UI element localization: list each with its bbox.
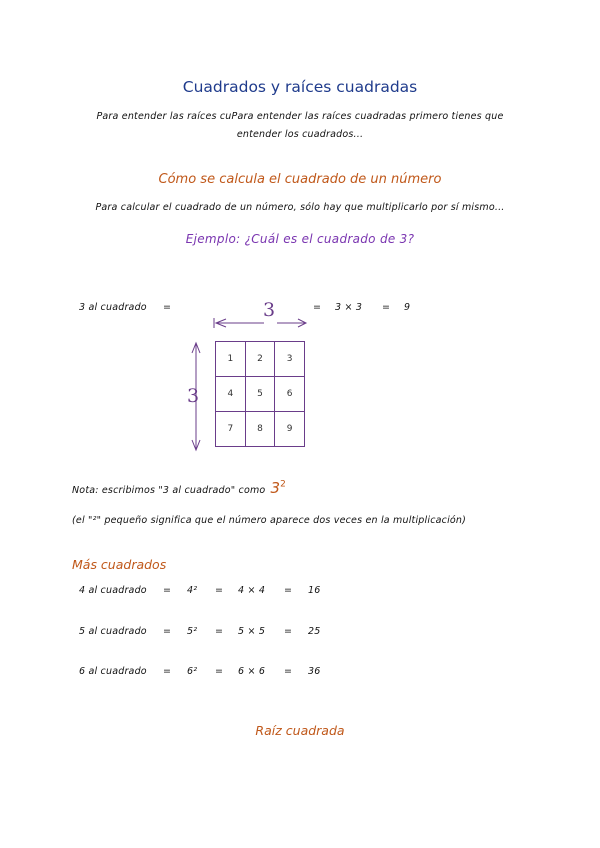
side-label-3: 3 [187, 385, 200, 407]
equals-sign: = [313, 302, 322, 313]
equals-sign: = [215, 626, 224, 637]
top-label-3: 3 [263, 299, 276, 321]
grid-cell: 6 [275, 377, 305, 412]
note-line [72, 478, 286, 497]
grid-cell: 4 [216, 377, 246, 412]
note-base: 3 [270, 479, 281, 497]
intro-paragraph: Para entender las raíces cuPara entender las raíces cuadradas primero tienes que entender los cuadrados... [96, 111, 504, 140]
section-text: Para calcular el cuadrado de un número, sólo hay que multiplicarlo por sí mismo... [95, 202, 505, 213]
more-squares-heading: Más cuadrados [72, 557, 167, 572]
page-title: Cuadrados y raíces cuadradas [182, 78, 418, 96]
equation-product: 3 × 3 [335, 302, 363, 313]
squares-grid [215, 341, 305, 449]
row-product: 6 × 6 [238, 666, 266, 677]
grid-cell: 8 [245, 412, 275, 447]
row-result: 25 [308, 626, 321, 637]
equation-result: 9 [404, 302, 411, 313]
note-text: Nota: escribimos "3 al cuadrado" como [72, 485, 266, 496]
equals-sign: = [163, 626, 172, 637]
row-power: 5² [187, 626, 198, 637]
row-power: 4² [187, 585, 198, 596]
equals-sign: = [163, 585, 172, 596]
section-heading-square: Cómo se calcula el cuadrado de un número [158, 172, 442, 187]
row-product: 5 × 5 [238, 626, 266, 637]
equals-sign: = [163, 666, 172, 677]
equals-sign: = [163, 302, 172, 313]
equals-sign: = [215, 666, 224, 677]
equals-sign: = [284, 626, 293, 637]
square-root-heading: Raíz cuadrada [255, 723, 345, 738]
equals-sign: = [284, 666, 293, 677]
note-explanation: (el "²" pequeño significa que el número aparece dos veces en la multiplicación) [72, 515, 467, 526]
note-exponent: 2 [280, 479, 286, 490]
row-left: 4 al cuadrado [79, 585, 147, 596]
example-heading: Ejemplo: ¿Cuál es el cuadrado de 3? [185, 232, 415, 246]
grid-cell: 3 [275, 342, 305, 377]
equals-sign: = [284, 585, 293, 596]
grid-cell: 9 [275, 412, 305, 447]
equals-sign: = [382, 302, 391, 313]
row-left: 5 al cuadrado [79, 626, 147, 637]
equation-left: 3 al cuadrado [79, 302, 147, 313]
row-result: 16 [308, 585, 321, 596]
grid-cell: 5 [245, 377, 275, 412]
row-left: 6 al cuadrado [79, 666, 147, 677]
row-product: 4 × 4 [238, 585, 266, 596]
row-result: 36 [308, 666, 321, 677]
grid-cell: 7 [216, 412, 246, 447]
row-power: 6² [187, 666, 198, 677]
grid-cell: 2 [245, 342, 275, 377]
grid-cell: 1 [216, 342, 246, 377]
equals-sign: = [215, 585, 224, 596]
